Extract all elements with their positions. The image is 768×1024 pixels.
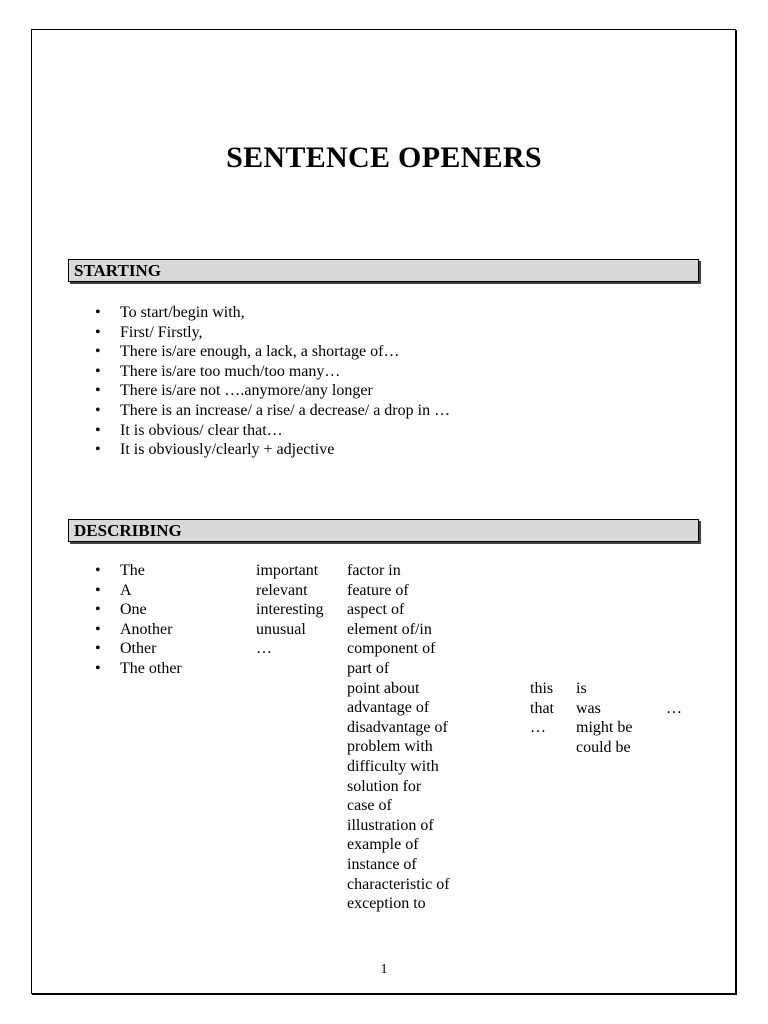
noun-item: characteristic of xyxy=(347,875,450,893)
adjective-item: interesting xyxy=(256,601,324,619)
list-item: • There is an increase/ a rise/ a decrease/ a drop in … xyxy=(95,401,451,419)
bullet-icon: • xyxy=(95,581,101,599)
noun-item: difficulty with xyxy=(347,757,439,775)
list-item: • It is obviously/clearly + adjective xyxy=(95,441,335,459)
noun-item: factor in xyxy=(347,562,401,579)
verb-item: was xyxy=(576,699,601,717)
noun-item: part of xyxy=(347,659,390,677)
adjective-column xyxy=(256,561,324,659)
page-title: SENTENCE OPENERS xyxy=(226,141,542,174)
adjective-item: … xyxy=(256,640,272,658)
bullet-icon: • xyxy=(95,304,101,321)
bullet-icon: • xyxy=(95,401,101,419)
bullet-icon: • xyxy=(95,362,101,380)
list-item: • Other xyxy=(95,640,157,658)
section-heading-starting: STARTING xyxy=(68,259,699,282)
starting-list xyxy=(95,303,450,460)
noun-item: example of xyxy=(347,836,419,854)
noun-item: case of xyxy=(347,797,392,815)
noun-column xyxy=(347,561,450,914)
list-item: • There is/are too much/too many… xyxy=(95,362,341,380)
demonstrative-item: … xyxy=(530,719,546,737)
describing-determiner-list xyxy=(95,561,182,679)
bullet-icon: • xyxy=(95,323,101,341)
noun-item: disadvantage of xyxy=(347,718,448,736)
noun-item: exception to xyxy=(347,895,426,913)
noun-item: advantage of xyxy=(347,699,430,717)
bullet-icon: • xyxy=(95,421,101,439)
verb-item: might be xyxy=(576,719,633,737)
list-item: • The other xyxy=(95,659,182,677)
adjective-item: unusual xyxy=(256,620,306,638)
noun-item: solution for xyxy=(347,777,422,795)
demonstrative-item: that xyxy=(530,699,554,717)
page-number: 1 xyxy=(380,962,388,977)
section-heading-describing: DESCRIBING xyxy=(68,519,699,542)
bullet-icon: • xyxy=(95,659,101,677)
bullet-icon: • xyxy=(95,562,101,579)
noun-item: feature of xyxy=(347,581,409,599)
demonstrative-column xyxy=(530,679,554,738)
bullet-icon: • xyxy=(95,620,101,638)
list-item: • Another xyxy=(95,620,173,638)
noun-item: illustration of xyxy=(347,816,434,834)
bullet-icon: • xyxy=(95,382,101,400)
noun-item: instance of xyxy=(347,855,417,873)
verb-item: is xyxy=(576,680,587,697)
list-item: • The xyxy=(95,562,145,579)
noun-item: aspect of xyxy=(347,601,405,619)
list-item: • A xyxy=(95,581,132,599)
bullet-icon: • xyxy=(95,441,101,459)
noun-item: component of xyxy=(347,640,436,658)
list-item: • There is/are enough, a lack, a shortage of… xyxy=(95,343,400,361)
list-item: • It is obvious/ clear that… xyxy=(95,421,283,439)
demonstrative-item: this xyxy=(530,680,554,697)
ending-ellipsis: … xyxy=(666,700,682,717)
bullet-icon: • xyxy=(95,640,101,658)
bullet-icon: • xyxy=(95,343,101,361)
adjective-item: relevant xyxy=(256,581,308,599)
adjective-item: important xyxy=(256,562,319,579)
bullet-icon: • xyxy=(95,601,101,619)
noun-item: point about xyxy=(347,679,420,697)
verb-column xyxy=(576,679,632,757)
list-item: • To start/begin with, xyxy=(95,304,245,321)
list-item: • One xyxy=(95,601,147,619)
list-item: • First/ Firstly, xyxy=(95,323,203,341)
noun-item: problem with xyxy=(347,738,433,756)
list-item: • There is/are not ….anymore/any longer xyxy=(95,382,373,400)
noun-item: element of/in xyxy=(347,620,432,638)
verb-item: could be xyxy=(576,738,631,756)
